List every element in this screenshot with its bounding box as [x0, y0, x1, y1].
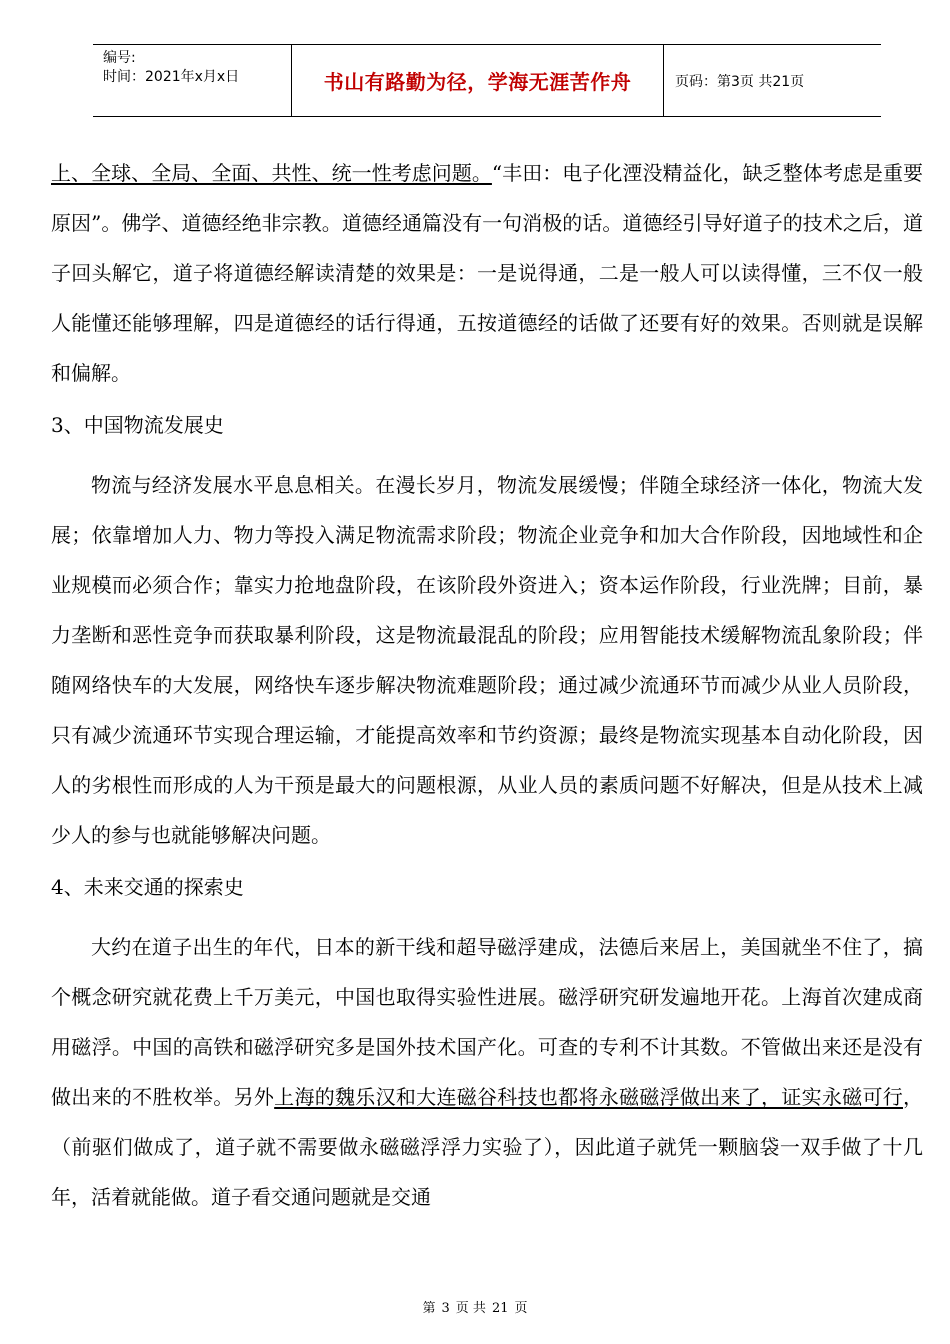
paragraph-text: 大约在道子出生的年代，日本的新干线和超导磁浮建成，法德后来居上，美国就坐不住了，搞个概念研究就花费上千万美元，中国也取得实验性进展。磁浮研究研发遍地开花。上海首次建成商用磁浮。中国的高铁和磁浮研究多是国外技术国产化。可查的专利不计其数。不管做出来还是没有做出来的不胜枚举。另外 [51, 935, 923, 1109]
paragraph-2: 物流与经济发展水平息息相关。在漫长岁月，物流发展缓慢；伴随全球经济一体化，物流大发展；依靠增加人力、物力等投入满足物流需求阶段；物流企业竞争和加大合作阶段，因地域性和企业规模而必须合作；靠实力抢地盘阶段，在该阶段外资进入；资本运作阶段，行业洗牌；目前，暴力垄断和恶性竞争而获取暴利阶段，这是物流最混乱的阶段；应用智能技术缓解物流乱象阶段；伴随网络快车的大发展，网络快车逐步解决物流难题阶段；通过减少流通环节而减少从业人员阶段，只有减少流通环节实现合理运输，才能提高效率和节约资源；最终是物流实现基本自动化阶段，因人的劣根性而形成的人为干预是最大的问题根源，从业人员的素质问题不好解决，但是从技术上减少人的参与也就能够解决问题。 [51, 473, 923, 847]
page-footer [0, 1297, 950, 1316]
serial-label: 编号: [103, 50, 136, 66]
footer-total-pages: 21 [491, 1301, 509, 1316]
paragraph-3 [51, 922, 923, 1222]
time-label: 时间：2021年x月x日 [103, 69, 240, 85]
footer-suffix: 页 [514, 1301, 528, 1316]
paragraph-1 [51, 148, 923, 398]
footer-mid: 页 共 [455, 1301, 486, 1316]
spacer [51, 440, 923, 460]
header-divider [663, 45, 664, 116]
footer-prefix: 第 [422, 1301, 436, 1316]
document-body [51, 148, 923, 1222]
paragraph-text: ，（前驱们做成了，道子就不需要做永磁磁浮浮力实验了），因此道子就凭一颗脑袋一双手做了十几年，活着就能做。道子看交通问题就是交通 [51, 1085, 924, 1209]
section-heading-4: 4、未来交通的探索史 [51, 875, 244, 899]
spacer [51, 398, 923, 410]
underlined-text: 上、全球、全局、全面、共性、统一性考虑问题。 [51, 161, 492, 185]
footer-page-number: 3 [441, 1301, 450, 1316]
header-motto: 书山有路勤为径，学海无涯苦作舟 [323, 70, 632, 94]
header-page-label: 页码：第3页 共21页 [675, 74, 805, 90]
underlined-text: 上海的魏乐汉和大连磁谷科技也都将永磁磁浮做出来了，证实永磁可行 [274, 1085, 904, 1109]
spacer [51, 860, 923, 872]
spacer [51, 902, 923, 922]
section-heading-3: 3、中国物流发展史 [51, 413, 224, 437]
paragraph-text: “丰田：电子化湮没精益化，缺乏整体考虑是重要原因”。佛学、道德经绝非宗教。道德经通篇没有一句消极的话。道德经引导好道子的技术之后，道子回头解它，道子将道德经解读清楚的效果是：一是说得通，二是一般人可以读得懂，三不仅一般人能懂还能够理解，四是道德经的话行得通，五按道德经的话做了还要有好的效果。否则就是误解和偏解。 [51, 161, 923, 385]
page-header [93, 44, 881, 117]
header-meta [103, 49, 283, 87]
